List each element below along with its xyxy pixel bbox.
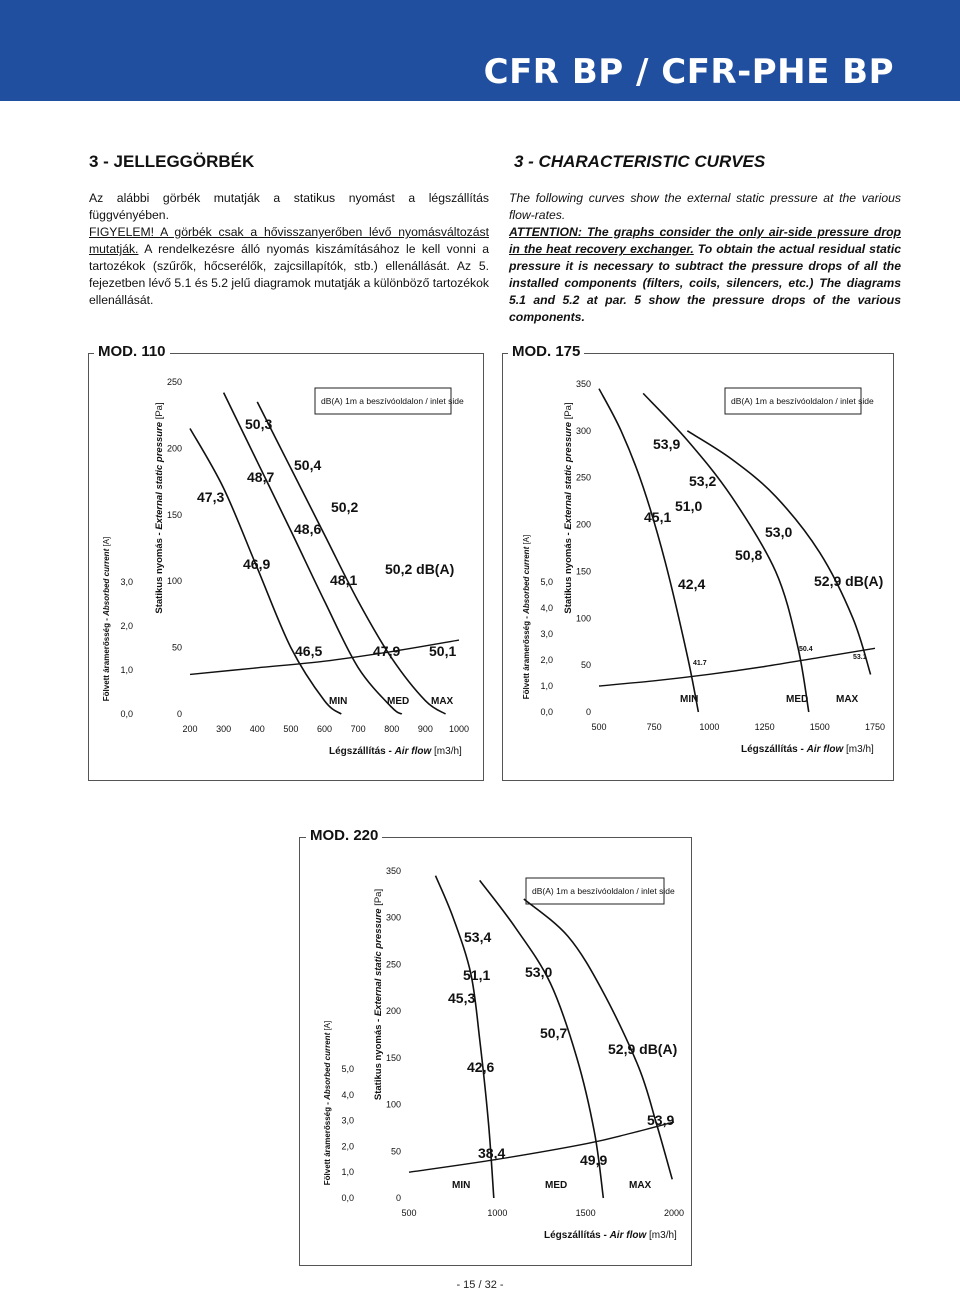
x-tick-label: 700 (350, 724, 366, 734)
current-tick-label: 1,0 (540, 681, 553, 691)
current-tick-label: 0,0 (120, 709, 133, 719)
noise-annotation: 47,3 (197, 489, 225, 505)
product-title: CFR BP / CFR-PHE BP (483, 52, 894, 92)
noise-annotation: 46,5 (295, 643, 323, 659)
x-tick-label: 200 (182, 724, 198, 734)
current-axis-title: Fölvett áramerősség - Absorbed current [A] (102, 536, 111, 702)
y-tick-label: 300 (575, 425, 591, 436)
speed-label: MAX (836, 694, 859, 705)
intro-paragraph-en (509, 190, 901, 326)
noise-annotation: 38,4 (478, 1145, 506, 1161)
warning-text-en: ATTENTION: The graphs consider the only air-side pressure drop in the heat recovery exchanger. (509, 225, 901, 256)
chart-mod-110 (88, 353, 484, 781)
current-tick-label: 2,0 (540, 655, 553, 665)
y-tick-label: 250 (166, 377, 182, 387)
x-tick-label: 800 (384, 724, 400, 734)
hungarian-column (89, 152, 489, 309)
y-tick-label: 300 (385, 912, 401, 923)
noise-annotation: 50,8 (735, 547, 763, 563)
chart-mod-175-svg (503, 354, 895, 782)
x-tick-label: 300 (216, 724, 232, 734)
curve-min (599, 389, 698, 712)
y-tick-label: 200 (166, 443, 182, 454)
noise-annotation: 41.7 (693, 660, 707, 667)
x-tick-label: 400 (249, 724, 265, 734)
x-tick-label: 1500 (809, 722, 830, 732)
noise-annotation: 53,9 (653, 436, 681, 452)
y-tick-label: 350 (385, 866, 401, 876)
speed-label: MAX (431, 696, 454, 707)
chart-title-mod-175: MOD. 175 (508, 343, 584, 360)
x-tick-label: 1500 (575, 1208, 596, 1218)
noise-annotation: 47,9 (373, 643, 401, 659)
current-axis-title: Fölvett áramerősség - Absorbed current [A] (522, 534, 531, 700)
x-tick-label: 900 (417, 724, 433, 734)
x-tick-label: 750 (646, 722, 662, 732)
y-tick-label: 250 (385, 959, 401, 970)
noise-annotation: 48,7 (247, 469, 275, 485)
current-tick-label: 5,0 (540, 577, 553, 587)
y-axis-title: Statikus nyomás - External static pressure [Pa] (563, 402, 574, 614)
speed-label: MED (545, 1180, 568, 1191)
current-tick-label: 3,0 (120, 577, 133, 587)
y-tick-label: 150 (385, 1052, 401, 1063)
speed-label: MIN (452, 1180, 471, 1191)
noise-annotation: 45,1 (644, 509, 672, 525)
speed-label: MIN (680, 694, 699, 705)
curve-max (687, 431, 870, 675)
current-tick-label: 4,0 (540, 603, 553, 613)
x-tick-label: 1000 (699, 722, 720, 732)
current-curve (190, 640, 459, 674)
chart-mod-220 (299, 837, 692, 1266)
current-tick-label: 0,0 (540, 707, 553, 717)
chart-mod-175 (502, 353, 894, 781)
current-tick-label: 4,0 (341, 1089, 354, 1100)
current-tick-label: 5,0 (341, 1064, 354, 1074)
intro-paragraph-hu (89, 190, 489, 309)
speed-label: MED (387, 696, 410, 707)
y-tick-label: 50 (171, 642, 182, 653)
x-tick-label: 1250 (754, 722, 775, 732)
legend-text: dB(A) 1m a beszívóoldalon / inlet side (731, 396, 874, 406)
x-tick-label: 500 (283, 724, 299, 734)
x-tick-label: 500 (401, 1208, 417, 1218)
header-band (0, 0, 960, 101)
chart-mod-110-svg (89, 354, 485, 782)
noise-annotation: 53.1 (853, 654, 867, 661)
noise-annotation: 50,2 dB(A) (385, 561, 455, 577)
y-axis-title: Statikus nyomás - External static pressure [Pa] (154, 402, 165, 614)
current-tick-label: 0,0 (341, 1193, 354, 1203)
noise-annotation: 46,9 (243, 556, 271, 572)
y-tick-label: 0 (176, 709, 182, 719)
x-tick-label: 500 (591, 722, 607, 732)
noise-annotation: 50.4 (799, 646, 813, 653)
x-tick-label: 2000 (663, 1208, 685, 1218)
detail-text-en: To obtain the actual residual static pressure it is necessary to subtract the pressure drops of all the installed components (filters, coils, silencers, etc.) The diagrams 5.1 and 5.2 at par. 5 show the pressure drops of the various components. (509, 242, 902, 324)
noise-annotation: 42,4 (678, 576, 706, 592)
y-tick-label: 200 (385, 1006, 401, 1017)
speed-label: MIN (329, 696, 348, 707)
current-tick-label: 1,0 (120, 665, 133, 675)
noise-annotation: 53,9 (647, 1112, 675, 1128)
current-tick-label: 2,0 (120, 621, 133, 631)
noise-annotation: 52,9 dB(A) (608, 1041, 678, 1057)
noise-annotation: 50,4 (294, 457, 322, 473)
noise-annotation: 51,1 (463, 967, 491, 983)
y-axis-title: Statikus nyomás - External static pressure [Pa] (373, 888, 384, 1101)
current-tick-label: 1,0 (341, 1167, 354, 1178)
chart-title-mod-220: MOD. 220 (306, 827, 382, 844)
y-tick-label: 200 (575, 519, 591, 530)
chart-mod-220-svg (300, 838, 693, 1267)
current-tick-label: 2,0 (341, 1141, 354, 1152)
noise-annotation: 51,0 (675, 498, 703, 514)
section-title-en: 3 - CHARACTERISTIC CURVES (514, 152, 766, 171)
current-curve (409, 1122, 674, 1172)
current-axis-title: Fölvett áramerősség - Absorbed current [A] (323, 1020, 332, 1186)
x-axis-title: Légszállítás - Air flow [m3/h] (544, 1230, 677, 1241)
noise-annotation: 48,6 (294, 521, 322, 537)
noise-annotation: 45,3 (448, 990, 476, 1006)
noise-annotation: 50,2 (331, 499, 359, 515)
y-tick-label: 100 (575, 613, 591, 624)
y-tick-label: 50 (390, 1146, 401, 1157)
x-tick-label: 1000 (448, 724, 470, 734)
y-tick-label: 100 (166, 576, 182, 587)
y-tick-label: 0 (395, 1193, 401, 1203)
x-axis-title: Légszállítás - Air flow [m3/h] (741, 744, 874, 755)
y-tick-label: 50 (580, 660, 591, 671)
y-tick-label: 350 (575, 379, 591, 389)
noise-annotation: 49,9 (580, 1152, 608, 1168)
x-tick-label: 600 (316, 724, 333, 734)
intro-text-hu: Az alábbi görbék mutatják a statikus nyomást a légszállítás függvényében. (89, 191, 489, 222)
legend-text: dB(A) 1m a beszívóoldalon / inlet side (532, 886, 675, 896)
noise-annotation: 42,6 (467, 1059, 495, 1075)
x-axis-title: Légszállítás - Air flow [m3/h] (329, 746, 462, 757)
noise-annotation: 52,9 dB(A) (814, 573, 884, 589)
chart-title-mod-110: MOD. 110 (94, 343, 170, 360)
x-tick-label: 1750 (864, 722, 886, 732)
current-curve (599, 648, 875, 686)
english-column (509, 152, 901, 326)
legend-text: dB(A) 1m a beszívóoldalon / inlet side (321, 396, 464, 406)
noise-annotation: 53,0 (525, 964, 553, 980)
y-tick-label: 250 (575, 472, 591, 483)
current-tick-label: 3,0 (341, 1115, 354, 1126)
detail-text-hu: A rendelkezésre álló nyomás kiszámításához le kell vonni a tartozékok (szűrők, hőcserélők, zajcsillapítók, stb.) ellenállását. Az 5. fejezetben lévő 5.1 és 5.2 jelű diagramok mutatják a különböző tartozékok ellenállását. (89, 242, 489, 307)
speed-label: MAX (629, 1180, 652, 1191)
page-number: - 15 / 32 - (456, 1279, 504, 1291)
noise-annotation: 50,3 (245, 416, 273, 432)
noise-annotation: 53,4 (464, 929, 492, 945)
section-title-hu: 3 - JELLEGGÖRBÉK (89, 152, 255, 171)
noise-annotation: 53,0 (765, 524, 793, 540)
noise-annotation: 50,1 (429, 643, 457, 659)
y-tick-label: 150 (166, 509, 182, 520)
noise-annotation: 53,2 (689, 473, 717, 489)
speed-label: MED (786, 694, 809, 705)
curve-max (257, 402, 445, 714)
current-tick-label: 3,0 (540, 629, 553, 639)
y-tick-label: 0 (585, 707, 591, 717)
y-tick-label: 150 (575, 566, 591, 577)
noise-annotation: 50,7 (540, 1025, 568, 1041)
warning-text-hu: FIGYELEM! A görbék csak a hővisszanyerőben lévő nyomásváltozást mutatják. (89, 225, 489, 256)
noise-annotation: 48,1 (330, 572, 358, 588)
x-tick-label: 1000 (487, 1208, 508, 1218)
intro-text-en: The following curves show the external static pressure at the various flow-rates. (509, 191, 901, 222)
y-tick-label: 100 (385, 1099, 401, 1110)
